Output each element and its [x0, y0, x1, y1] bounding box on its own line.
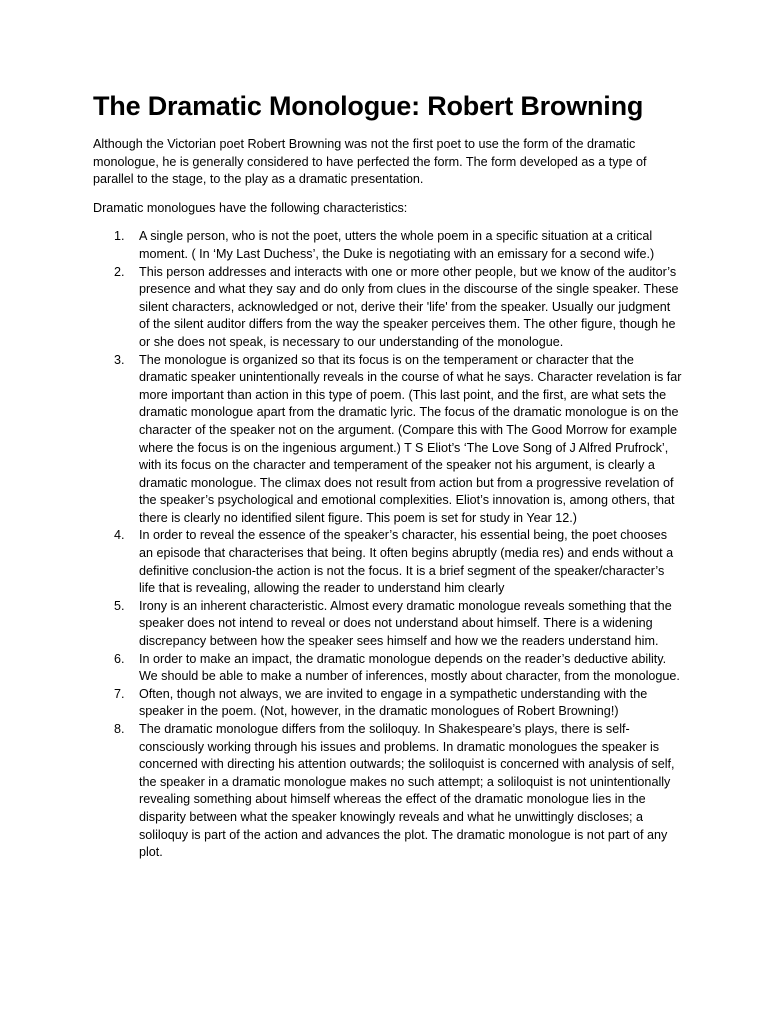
list-item-text: This person addresses and interacts with one or more other people, but we know of the auditor’s presence and what they say and do only from clues in the discourse of the single speaker. These silent characters, acknowledged or not, derive their 'life' from the speaker. Usually our judgment of the silent auditor differs from the way the speaker perceives them. The other figure, though he or she does not speak, is necessary to our understanding of the monologue. — [139, 264, 679, 349]
list-item — [93, 721, 683, 862]
list-item — [93, 527, 683, 597]
list-item-text: The dramatic monologue differs from the soliloquy. In Shakespeare’s plays, there is self-consciously working through his issues and problems. In dramatic monologues the speaker is concerned with directing his attention outwards; the soliloquist is concerned with analysis of self, the speaker in a dramatic monologue makes no such attempt; a soliloquist is not unintentionally revealing something about himself whereas the effect of the dramatic monologue lies in the disparity between what the speaker knowingly reveals and what he unwittingly discloses; a soliloquy is part of the action and advances the plot. The dramatic monologue is not part of any plot. — [139, 722, 675, 860]
list-item-text: A single person, who is not the poet, utters the whole poem in a specific situation at a critical moment. ( In ‘My Last Duchess’, the Duke is negotiating with an emissary for a second wife.) — [139, 229, 655, 261]
list-item-number: 5. — [114, 598, 125, 613]
list-item-text: The monologue is organized so that its focus is on the temperament or character that the dramatic speaker unintentionally reveals in the course of what he says. Character revelation is far more important than action in this type of poem. (This last point, and the first, are what sets the dramatic monologue apart from the dramatic lyric. The focus of the dramatic monologue is on the character of the speaker not on the argument. (Compare this with The Good Morrow for example where the focus is on the ingenious argument.) T S Eliot’s ‘The Love Song of J Alfred Prufrock’, with its focus on the character and temperament of the speaker not his argument, is clearly a dramatic monologue. The climax does not result from action but from a progressive revelation of the speaker’s psychological and emotional complexities. Eliot’s innovation is, among others, that there is clearly no identified silent figure. This poem is set for study in Year 12.) — [139, 352, 682, 525]
list-item — [93, 598, 683, 651]
list-item-number: 1. — [114, 229, 125, 244]
list-item — [93, 228, 683, 263]
list-item-text: In order to make an impact, the dramatic monologue depends on the reader’s deductive ability. We should be able to make a number of inferences, mostly about character, from the monologue. — [139, 651, 680, 684]
list-item-number: 8. — [114, 722, 125, 736]
list-item-number: 3. — [114, 352, 125, 367]
list-item — [93, 264, 683, 352]
intro-paragraph: Although the Victorian poet Robert Browning was not the first poet to use the form of the dramatic monologue, he is generally considered to have perfected the form. The form developed as a type of parallel to the stage, to the play as a dramatic presentation. — [93, 137, 647, 187]
list-item-number: 7. — [114, 686, 125, 701]
list-item-number: 6. — [114, 651, 125, 666]
page-title: The Dramatic Monologue: Robert Browning — [93, 91, 644, 121]
list-item-text: Irony is an inherent characteristic. Almost every dramatic monologue reveals something that the speaker does not intend to reveal or does not understand about himself. There is a widening discrepancy between how the speaker sees himself and how we the readers understand him. — [139, 598, 672, 649]
list-item — [93, 686, 683, 721]
list-heading: Dramatic monologues have the following characteristics: — [93, 200, 408, 215]
list-item — [93, 352, 683, 528]
list-item — [93, 651, 683, 686]
list-item-number: 4. — [114, 528, 125, 543]
list-item-number: 2. — [114, 264, 125, 279]
list-item-text: In order to reveal the essence of the speaker’s character, his essential being, the poet chooses an episode that characterises that being. It often begins abruptly (media res) and ends without a definitive conclusion-the action is not the focus. It is a brief segment of the speaker/character’s life that is revealing, allowing the reader to understand him clearly — [139, 528, 674, 596]
document-page — [93, 88, 683, 862]
list-item-text: Often, though not always, we are invited to engage in a sympathetic understanding with the speaker in the poem. (Not, however, in the dramatic monologues of Robert Browning!) — [139, 686, 648, 719]
characteristics-list — [93, 228, 683, 861]
